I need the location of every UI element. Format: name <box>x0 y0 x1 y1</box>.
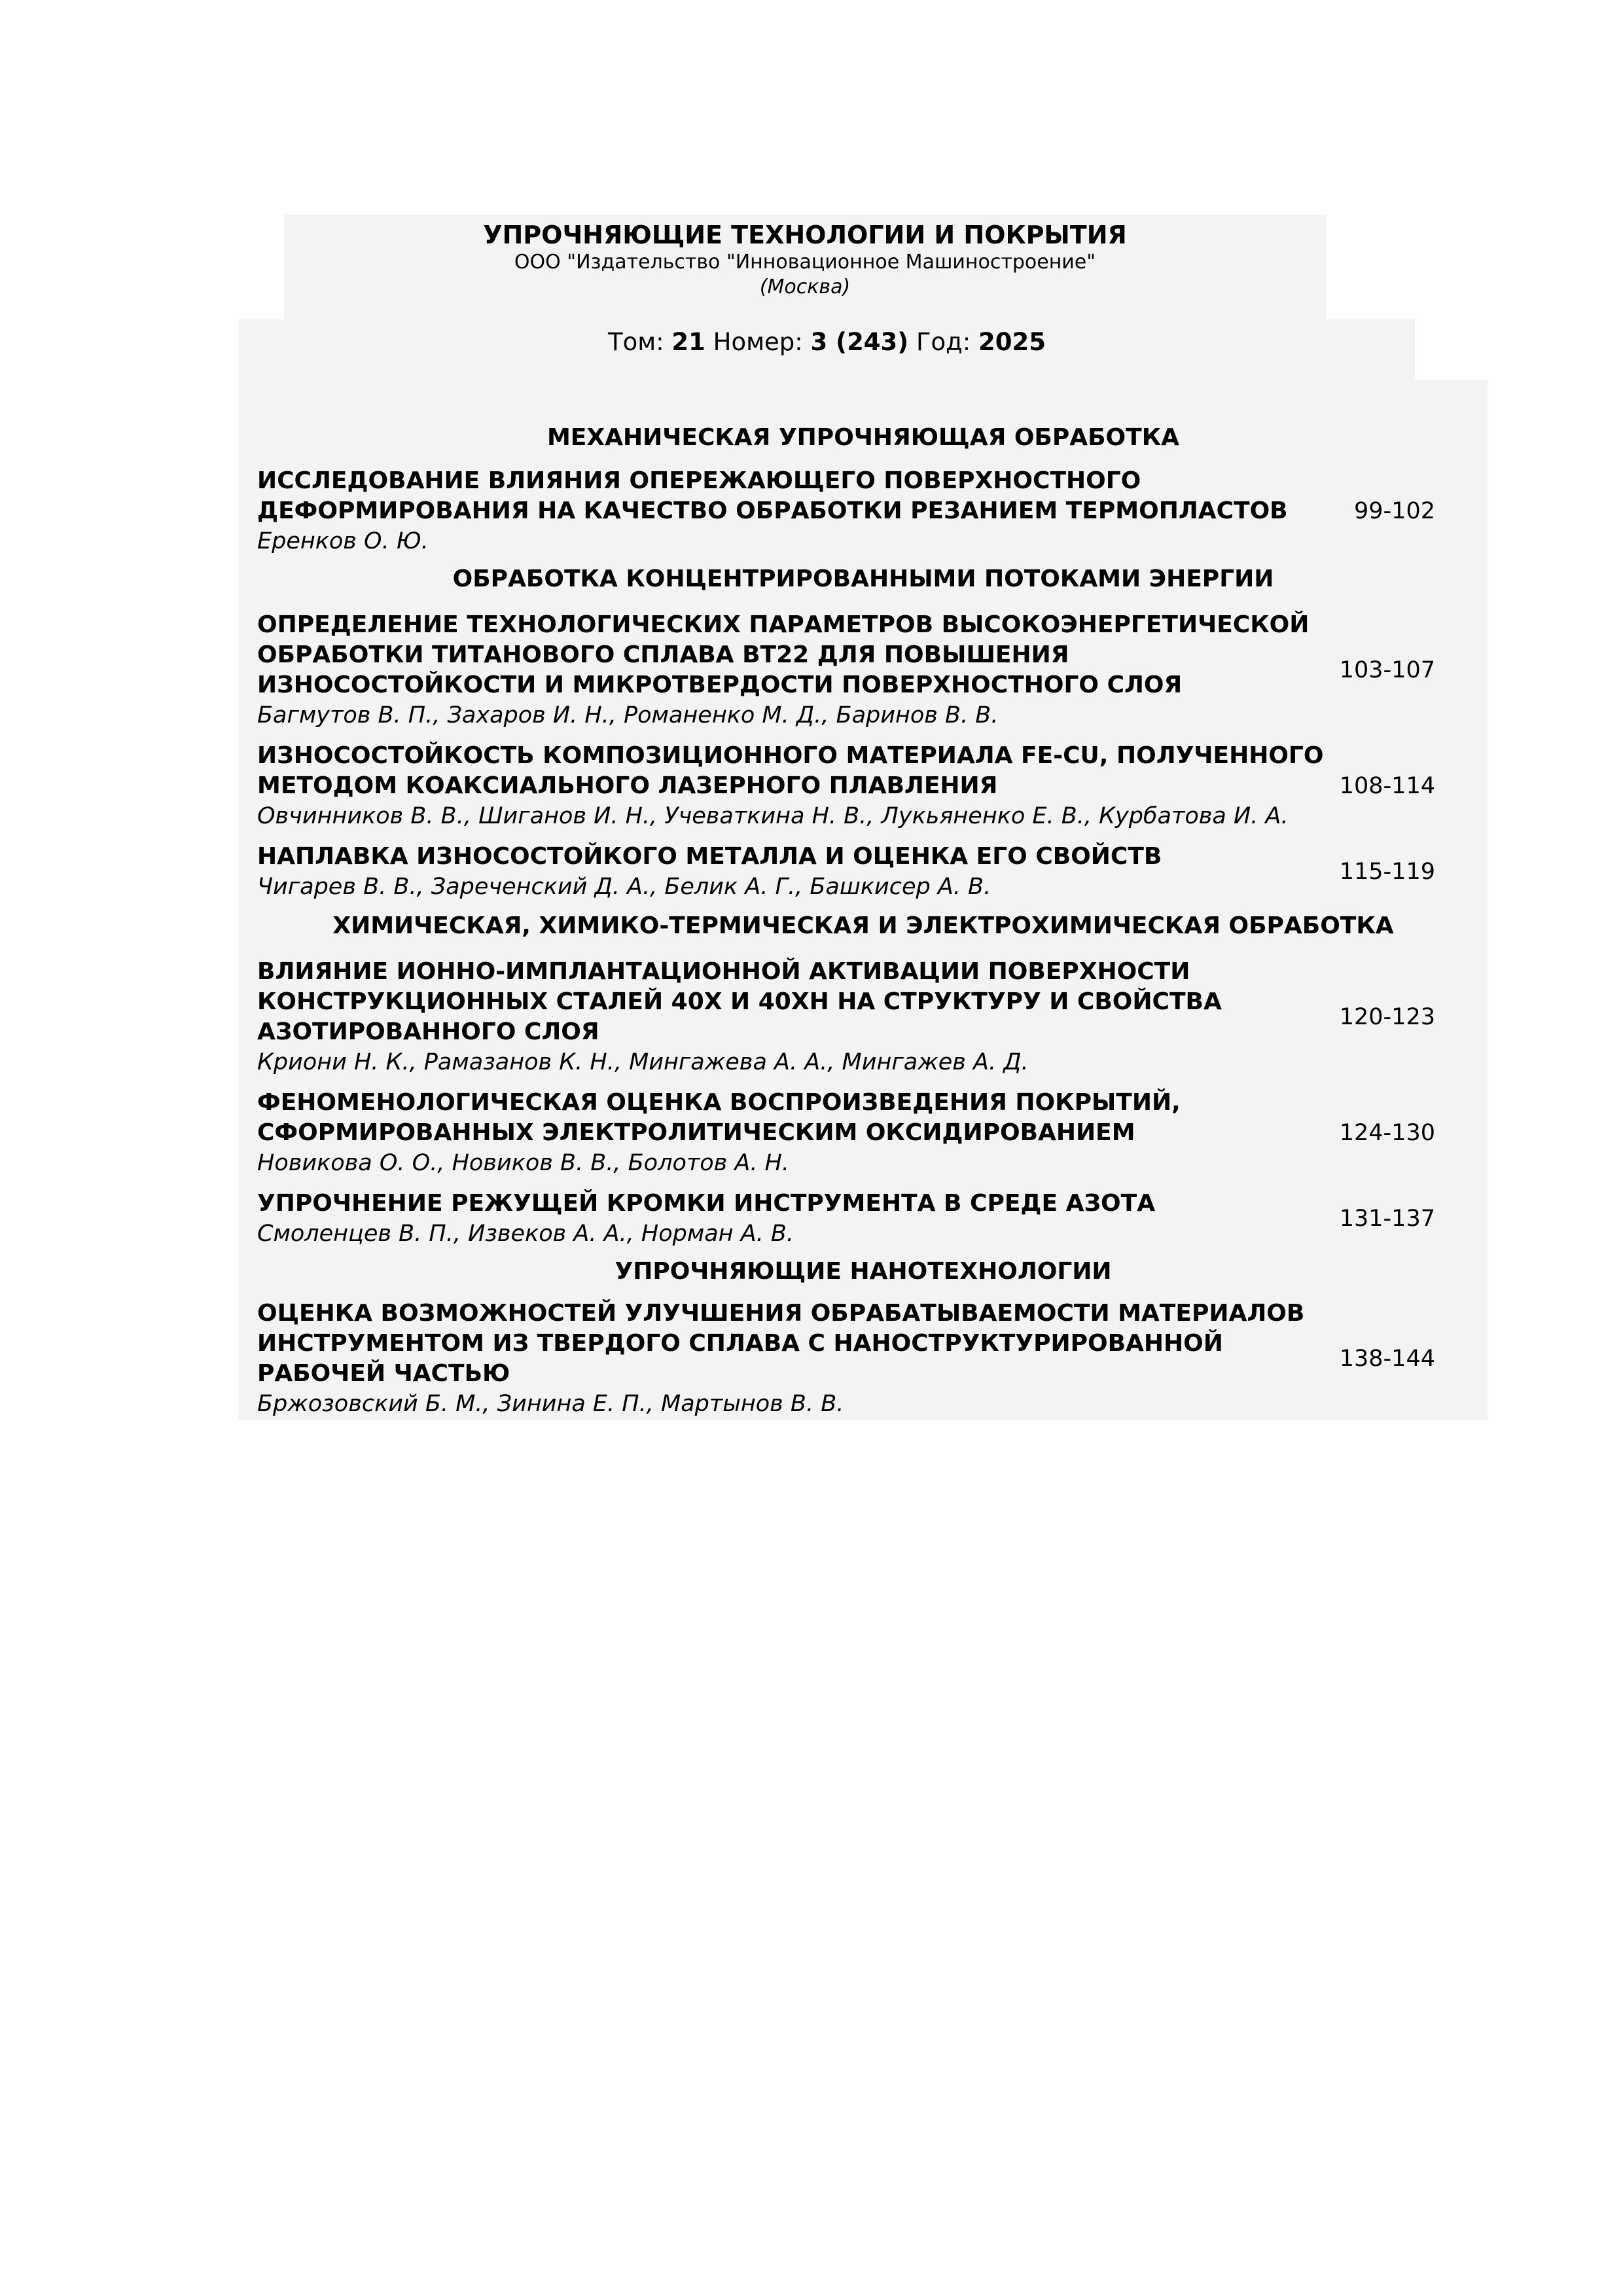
article-pages: 108-114 <box>1339 773 1435 799</box>
article-entry[interactable] <box>257 741 1488 831</box>
article-entry[interactable] <box>257 842 1488 902</box>
article-authors: Овчинников В. В., Шиганов И. Н., Учеваткина Н. В., Лукьяненко Е. В., Курбатова И. А. <box>257 803 1289 829</box>
article-title[interactable]: УПРОЧНЕНИЕ РЕЖУЩЕЙ КРОМКИ ИНСТРУМЕНТА В СРЕДЕ АЗОТА <box>257 1190 1156 1217</box>
article-entry[interactable] <box>257 466 1488 556</box>
section-title: ОБРАБОТКА КОНЦЕНТРИРОВАННЫМИ ПОТОКАМИ ЭНЕРГИИ <box>452 565 1274 592</box>
number-label: Номер: <box>713 328 803 356</box>
article-authors: Криони Н. К., Рамазанов К. Н., Мингажева А. А., Мингажев А. Д. <box>257 1049 1029 1075</box>
article-authors: Чигарев В. В., Зареченский Д. А., Белик А. Г., Башкисер А. В. <box>257 874 991 900</box>
publisher-city: (Москва) <box>759 276 851 298</box>
article-pages: 115-119 <box>1339 859 1435 885</box>
article-title[interactable]: НАПЛАВКА ИЗНОСОСТОЙКОГО МЕТАЛЛА И ОЦЕНКА ЕГО СВОЙСТВ <box>257 843 1162 870</box>
article-title[interactable]: ВЛИЯНИЕ ИОННО-ИМПЛАНТАЦИОННОЙ АКТИВАЦИИ ПОВЕРХНОСТИ КОНСТРУКЦИОННЫХ СТАЛЕЙ 40Х И 40ХН НА СТРУКТУРУ И СВОЙСТВА АЗОТИРОВАННОГО СЛОЯ <box>257 958 1222 1045</box>
article-pages: 131-137 <box>1339 1206 1435 1232</box>
article-title[interactable]: ОЦЕНКА ВОЗМОЖНОСТЕЙ УЛУЧШЕНИЯ ОБРАБАТЫВАЕМОСТИ МАТЕРИАЛОВ ИНСТРУМЕНТОМ ИЗ ТВЕРДОГО СПЛАВА С НАНОСТРУКТУРИРОВАННОЙ РАБОЧЕЙ ЧАСТЬЮ <box>257 1300 1305 1387</box>
article-title[interactable]: ИЗНОСОСТОЙКОСТЬ КОМПОЗИЦИОННОГО МАТЕРИАЛА FE-CU, ПОЛУЧЕННОГО МЕТОДОМ КОАКСИАЛЬНОГО ЛАЗЕРНОГО ПЛАВЛЕНИЯ <box>257 742 1324 799</box>
article-title[interactable]: ФЕНОМЕНОЛОГИЧЕСКАЯ ОЦЕНКА ВОСПРОИЗВЕДЕНИЯ ПОКРЫТИЙ, СФОРМИРОВАННЫХ ЭЛЕКТРОЛИТИЧЕСКИМ ОКСИДИРОВАНИЕМ <box>257 1089 1181 1146</box>
article-entry[interactable] <box>257 610 1488 730</box>
article-authors: Смоленцев В. П., Извеков А. А., Норман А. В. <box>257 1221 794 1247</box>
issue-line <box>239 319 1415 357</box>
journal-header <box>284 215 1326 319</box>
article-authors: Новикова О. О., Новиков В. В., Болотов А. Н. <box>257 1150 790 1176</box>
publisher-name: ООО "Издательство "Инновационное Машиностроение" <box>514 251 1096 274</box>
article-entry[interactable] <box>257 1189 1488 1249</box>
article-entry[interactable] <box>257 957 1488 1077</box>
article-title[interactable]: ОПРЕДЕЛЕНИЕ ТЕХНОЛОГИЧЕСКИХ ПАРАМЕТРОВ ВЫСОКОЭНЕРГЕТИЧЕСКОЙ ОБРАБОТКИ ТИТАНОВОГО СПЛАВА ВТ22 ДЛЯ ПОВЫШЕНИЯ ИЗНОСОСТОЙКОСТИ И МИКРОТВЕРДОСТИ ПОВЕРХНОСТНОГО СЛОЯ <box>257 611 1310 698</box>
volume-label: Том: <box>608 328 664 356</box>
article-pages: 138-144 <box>1339 1346 1435 1372</box>
issue-info <box>239 319 1415 380</box>
year-label: Год: <box>916 328 971 356</box>
article-pages: 99-102 <box>1354 498 1435 524</box>
article-pages: 124-130 <box>1339 1120 1435 1146</box>
article-authors: Еренков О. Ю. <box>257 528 429 554</box>
article-entry[interactable] <box>257 1088 1488 1178</box>
volume-value: 21 <box>671 328 705 356</box>
year-value: 2025 <box>978 328 1046 356</box>
section-title: МЕХАНИЧЕСКАЯ УПРОЧНЯЮЩАЯ ОБРАБОТКА <box>546 424 1180 451</box>
article-pages: 120-123 <box>1339 1004 1435 1030</box>
article-authors: Багмутов В. П., Захаров И. Н., Романенко М. Д., Баринов В. В. <box>257 702 999 728</box>
section-title: УПРОЧНЯЮЩИЕ НАНОТЕХНОЛОГИИ <box>615 1258 1112 1285</box>
article-authors: Бржозовский Б. М., Зинина Е. П., Мартынов В. В. <box>257 1391 844 1417</box>
table-of-contents <box>239 380 1488 1420</box>
article-title[interactable]: ИССЛЕДОВАНИЕ ВЛИЯНИЯ ОПЕРЕЖАЮЩЕГО ПОВЕРХНОСТНОГО ДЕФОРМИРОВАНИЯ НА КАЧЕСТВО ОБРАБОТКИ РЕЗАНИЕМ ТЕРМОПЛАСТОВ <box>257 467 1288 524</box>
section-title: ХИМИЧЕСКАЯ, ХИМИКО-ТЕРМИЧЕСКАЯ И ЭЛЕКТРОХИМИЧЕСКАЯ ОБРАБОТКА <box>332 912 1394 939</box>
article-pages: 103-107 <box>1339 657 1435 683</box>
number-value: 3 (243) <box>810 328 909 356</box>
journal-title: УПРОЧНЯЮЩИЕ ТЕХНОЛОГИИ И ПОКРЫТИЯ <box>483 221 1127 249</box>
article-entry[interactable] <box>257 1299 1488 1419</box>
